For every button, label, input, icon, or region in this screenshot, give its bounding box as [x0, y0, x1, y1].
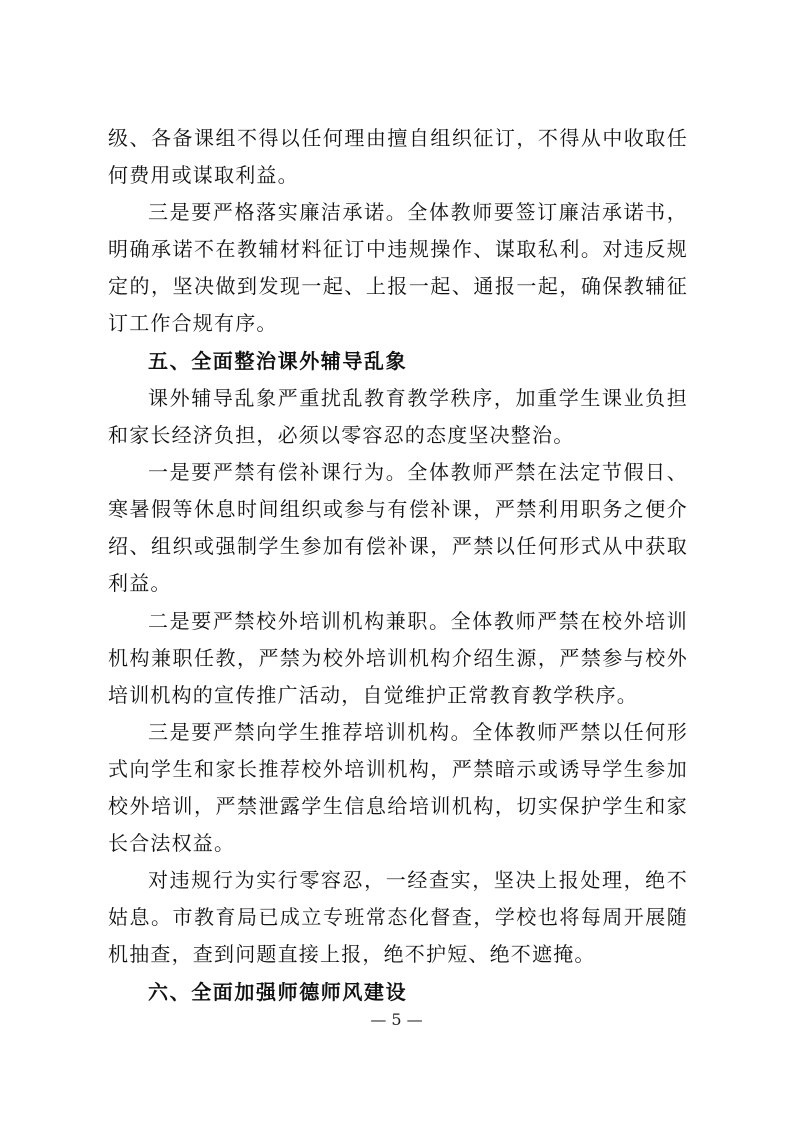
text-line: 一是要严禁有偿补课行为。全体教师严禁在法定节假日、: [148, 460, 688, 484]
text-line: 课外辅导乱象严重扰乱教育教学秩序，加重学生课业负担: [148, 386, 688, 410]
text-line: 机构兼职任教，严禁为校外培训机构介绍生源，严禁参与校外: [108, 646, 688, 670]
text-line: 式向学生和家长推荐校外培训机构，严禁暗示或诱导学生参加: [108, 757, 688, 781]
text-line: 订工作合规有序。: [108, 311, 278, 335]
text-line: 三是要严禁向学生推荐培训机构。全体教师严禁以任何形: [148, 720, 688, 744]
text-line: 利益。: [108, 571, 172, 595]
section-heading: 六、全面加强师德师风建设: [148, 980, 408, 1004]
text-line: 二是要严禁校外培训机构兼职。全体教师严禁在校外培训: [148, 609, 688, 633]
text-line: 定的，坚决做到发现一起、上报一起、通报一起，确保教辅征: [108, 274, 688, 298]
text-line: 三是要严格落实廉洁承诺。全体教师要签订廉洁承诺书，: [148, 200, 688, 224]
text-line: 绍、组织或强制学生参加有偿补课，严禁以任何形式从中获取: [108, 534, 688, 558]
text-line: 和家长经济负担，必须以零容忍的态度坚决整治。: [108, 423, 575, 447]
text-line: 培训机构的宣传推广活动，自觉维护正常教育教学秩序。: [108, 683, 638, 707]
text-line: 级、各备课组不得以任何理由擅自组织征订，不得从中收取任: [108, 126, 688, 150]
text-line: 对违规行为实行零容忍，一经查实，坚决上报处理，绝不: [148, 868, 688, 892]
section-heading: 五、全面整治课外辅导乱象: [148, 349, 408, 373]
text-line: 何费用或谋取利益。: [108, 163, 299, 187]
text-line: 姑息。市教育局已成立专班常态化督查，学校也将每周开展随: [108, 905, 688, 929]
text-line: 寒暑假等休息时间组织或参与有偿补课，严禁利用职务之便介: [108, 497, 688, 521]
page-number: — 5 —: [370, 1010, 423, 1029]
text-line: 机抽查，查到问题直接上报，绝不护短、绝不遮掩。: [108, 942, 596, 966]
text-line: 长合法权益。: [108, 831, 236, 855]
text-line: 明确承诺不在教辅材料征订中违规操作、谋取私利。对违反规: [108, 237, 688, 261]
text-line: 校外培训，严禁泄露学生信息给培训机构，切实保护学生和家: [108, 794, 688, 818]
